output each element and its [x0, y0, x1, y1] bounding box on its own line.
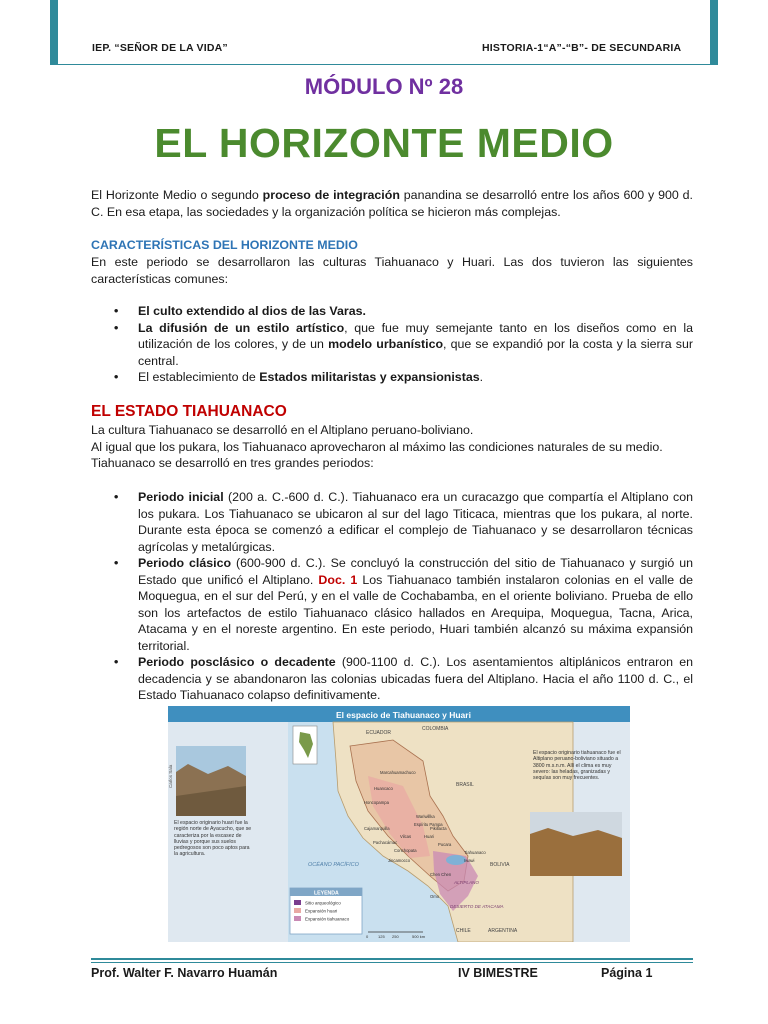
scale-label: 500 km: [412, 934, 426, 939]
periods-list: [91, 489, 693, 704]
tiahuanaco-intro: [91, 422, 693, 472]
header-right-bar: [710, 0, 718, 64]
legend-item: Expansión huari: [305, 908, 338, 914]
intro-bold: proceso de integración: [262, 188, 400, 202]
intro-text-2: panandina se desarrolló entre los años 600 y 900 d. C. En esa etapa, las sociedades y la organización política se hicieron más complejas.: [91, 188, 693, 219]
country-label: BOLIVIA: [490, 862, 510, 868]
legend-title: LEYENDA: [314, 890, 339, 897]
legend-item: Sitio arqueológico: [305, 900, 341, 906]
left-caption-box: [174, 820, 254, 884]
scale-label: 0: [366, 934, 369, 939]
left-caption: El espacio originario huari fue la región norte de Ayacucho, que se caracteriza por la escasez de lluvias y porque sus suelos pedregosos son poco aptos para la agricultura.: [174, 820, 252, 858]
legend-swatch-site: [294, 900, 301, 905]
list-item-text: , que se expandió por la costa y la sierra sur central.: [138, 337, 693, 368]
site-label: Pikillacta: [430, 826, 447, 831]
period-name: Periodo clásico: [138, 556, 232, 570]
list-item: • La difusión de un estilo artístico, que fue muy semejante tanto en los diseños como en la utilización de los colores, y de un modelo urbanístico, que se expandió por la costa y la sierra sur central.: [114, 320, 694, 368]
tiahuanaco-line: La cultura Tiahuanaco se desarrolló en el Altiplano peruano-boliviano.: [91, 423, 474, 437]
country-label: CHILE: [456, 928, 471, 934]
list-item-text: La: [138, 320, 160, 335]
intro-text-1: El Horizonte Medio o segundo: [91, 188, 263, 202]
legend-swatch-huari: [294, 908, 301, 913]
period-text: (600-900 d. C.). Se concluyó la construcción del sitio de Tiahuanaco y surgió un Estado que unificó el Altiplano.: [138, 556, 694, 587]
country-label: ARGENTINA: [488, 928, 518, 934]
doc-reference: Doc. 1: [318, 572, 358, 587]
header-course: HISTORIA-1“A”-“B”- DE SECUNDARIA: [482, 42, 682, 54]
site-label: Pucara: [438, 842, 452, 847]
site-label: Wariwillka: [416, 814, 435, 819]
header-rule: [50, 64, 718, 65]
page-title: EL HORIZONTE MEDIO: [154, 120, 614, 166]
site-label: Tiahuanaco: [464, 850, 486, 855]
list-item-bold: Estados militaristas y expansionistas: [259, 370, 480, 384]
country-label: COLOMBIA: [422, 726, 449, 732]
site-label: Espíritu Pampa: [414, 822, 443, 827]
map-figure: [168, 706, 630, 942]
list-item: • El culto extendido al dios de las Varas.: [114, 304, 366, 318]
site-label: Chen Chen: [430, 872, 452, 877]
period-text: (900-1100 d. C.). Los asentamientos altiplánicos entraron en decadencia y se abandonaron las colonias ubicadas fuera del Altiplano. Hacia el año 1100 d. C., el Estado Tiahuanaco colapso definitivamente.: [138, 655, 694, 702]
site-label: Vilcas: [400, 834, 412, 839]
site-label: Cajamarquilla: [364, 826, 390, 831]
place-label: DESIERTO DE ATACAMA: [450, 904, 504, 909]
header-left-bar: [50, 0, 58, 64]
characteristics-paragraph: [91, 254, 693, 287]
tiahuanaco-line: Tiahuanaco se desarrolló en tres grandes periodos:: [91, 456, 374, 470]
list-item: • El establecimiento de Estados militaristas y expansionistas.: [114, 370, 484, 384]
ocean-label: OCÉANO PACÍFICO: [308, 862, 359, 868]
legend-item: Expansión tiahuanaco: [305, 916, 350, 922]
list-item: • Periodo clásico (600-900 d. C.). Se concluyó la construcción del sitio de Tiahuanaco y surgió un Estado que unificó el Altiplano. Doc. 1 Los Tiahuanaco también instalaron colonias en el valle de Moquegua, en el sur del Perú, y en el valle de Cochabamba, en el oriente boliviano. Prueba de ello son los artefactos de estilo Tiahuanaco clásico hallados en Arequipa, Moquegua, Tacna, Arica, Atacama y en el noreste argentino. En este periodo, Huari también alcanzó su máxima expansión territorial.: [114, 556, 694, 653]
footer-term: IV BIMESTRE: [458, 966, 538, 980]
site-label: Pachacámac: [373, 840, 398, 845]
lake-titicaca: [446, 855, 466, 865]
map-title: El espacio de Tiahuanaco y Huari: [336, 710, 471, 720]
module-number: MÓDULO Nº 28: [304, 74, 464, 99]
site-label: Huancaco: [374, 786, 393, 791]
site-label: Omo: [430, 894, 440, 899]
list-item-text: El culto extendido al dios de las Varas.: [138, 304, 366, 318]
site-label: Conchopata: [394, 848, 417, 853]
list-item-bold: modelo urbanístico: [328, 337, 444, 351]
footer-author: Prof. Walter F. Navarro Huamán: [91, 966, 278, 980]
scale-label: 125: [378, 934, 385, 939]
period-name: Periodo posclásico o decadente: [138, 655, 336, 669]
map-svg: [168, 706, 630, 942]
list-item: • Periodo posclásico o decadente (900-1100 d. C.). Los asentamientos altiplánicos entraron en decadencia y se abandonaron las colonias ubicadas fuera del Altiplano. Hacia el año 1100 d. C., el Estado Tiahuanaco colapso definitivamente.: [114, 655, 694, 702]
footer-rule-thin: [91, 962, 693, 963]
right-caption: El espacio originario tiahuanaco fue el Altiplano peruano-boliviano situado a 3800 m.s.n.m. Allí el clima es muy severo: las heladas, granizadas y sequías son muy frecuentes.: [533, 750, 621, 782]
right-caption-box: [533, 750, 623, 810]
intro-paragraph: [91, 187, 693, 220]
site-label: Huari: [424, 834, 435, 839]
scale-label: 250: [392, 934, 399, 939]
footer-rule: [91, 958, 693, 960]
period-name: Periodo inicial: [138, 490, 224, 504]
list-item-bold: difusión de un estilo artístico: [159, 320, 345, 335]
list-item: • Periodo inicial (200 a. C.-600 d. C.). Tiahuanaco era un curacazgo que compartía el Altiplano con los pukara. Los Tiahuanaco se ubicaron al sur del lago Titicaca, mientras que los pukara, al norte. Durante esta época se comenzó a edificar el complejo de Tiahuanaco y se desarrollaron técnicas agrícolas y metalúrgicas.: [114, 490, 693, 554]
header-school: IEP. “SEÑOR DE LA VIDA”: [92, 42, 228, 54]
site-label: Iwawi: [464, 858, 475, 863]
list-item-text: , que fue muy semejante tanto en los diseños como en la utilización de los colores, y de un: [138, 320, 694, 351]
list-item-text: .: [479, 370, 484, 384]
site-label: Honcopampa: [364, 800, 389, 805]
legend-swatch-tiahuanaco: [294, 916, 301, 921]
characteristics-list: [91, 303, 693, 386]
characteristics-text: En este periodo se desarrollaron las culturas Tiahuanaco y Huari. Las dos tuvieron las siguientes características comunes:: [91, 255, 693, 286]
country-label: ECUADOR: [366, 730, 392, 736]
country-label: BRASIL: [456, 782, 474, 788]
footer-page: Página 1: [601, 966, 653, 980]
list-item-text: El establecimiento de: [138, 370, 260, 384]
period-text: Los Tiahuanaco también instalaron colonias en el valle de Moquegua, en el sur del Perú, y en el valle de Cochabamba, en el oriente boliviano. Prueba de ello son los artefactos de estilo Tiahuanaco clásico hallados en Arequipa, Moquegua, Tacna, Arica, Atacama y en el noreste argentino. En este periodo, Huari también alcanzó su máxima expansión territorial.: [138, 572, 693, 653]
tiahuanaco-heading: EL ESTADO TIAHUANACO: [91, 403, 287, 420]
photo-credit: Carlos Sala: [168, 764, 173, 788]
place-label: ALTIPLANO: [454, 880, 479, 885]
site-label: Jincamocco: [388, 858, 411, 863]
characteristics-heading: CARACTERÍSTICAS DEL HORIZONTE MEDIO: [91, 238, 358, 252]
tiahuanaco-line: Al igual que los pukara, los Tiahuanaco aprovecharon al máximo las condiciones naturales de su medio.: [91, 439, 663, 454]
site-label: Marcahuamachuco: [380, 770, 416, 775]
period-text: (200 a. C.-600 d. C.). Tiahuanaco era un curacazgo que compartía el Altiplano con los pukara. Los Tiahuanaco se ubicaron al sur del lago Titicaca, mientras que los pukara, al norte. Durante esta época se comenzó a edificar el complejo de Tiahuanaco y se desarrollaron técnicas agrícolas y metalúrgicas.: [138, 490, 693, 554]
